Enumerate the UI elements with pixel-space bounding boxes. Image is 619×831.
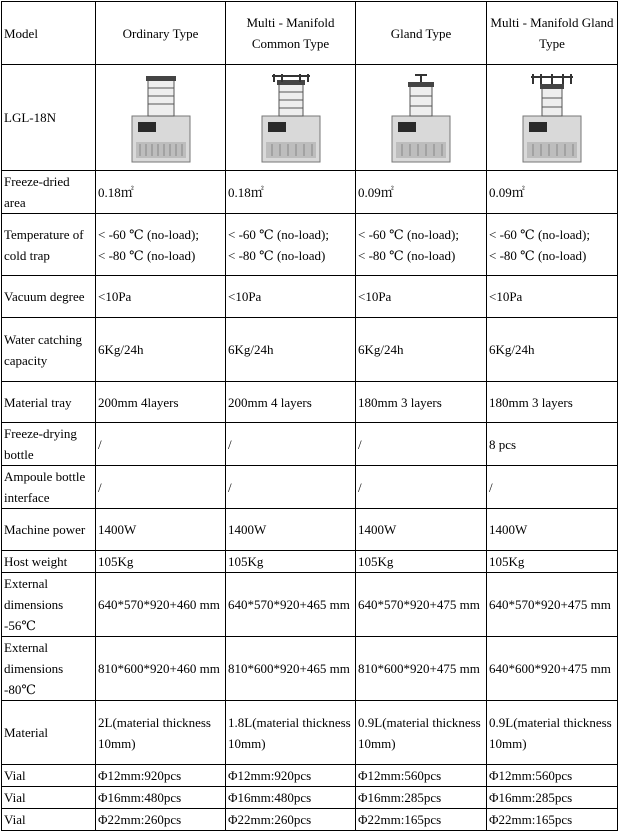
cell-multi-manifold-common: /: [226, 423, 356, 466]
type-header-multi-manifold-gland: Multi - Manifold Gland Type: [487, 2, 618, 65]
cell-gland: 0.09㎡: [356, 171, 487, 214]
cell-ordinary: 200mm 4layers: [96, 382, 226, 423]
cell-multi-manifold-common: 6Kg/24h: [226, 318, 356, 382]
cell-gland: <10Pa: [356, 276, 487, 318]
row-label: Vacuum degree: [2, 276, 96, 318]
row-vial-12mm: [2, 765, 618, 787]
row-vial-22mm: [2, 809, 618, 831]
cell-gland: /: [356, 423, 487, 466]
cell-ordinary: 810*600*920+460 mm: [96, 637, 226, 701]
freeze-dryer-gland-icon: [382, 72, 460, 164]
row-label: Freeze-drying bottle: [2, 423, 96, 466]
row-label: Vial: [2, 809, 96, 831]
freeze-dryer-ordinary-icon: [122, 72, 200, 164]
cell-gland: 105Kg: [356, 551, 487, 573]
cell-multi-manifold-common: 200mm 4 layers: [226, 382, 356, 423]
row-freeze-drying-bottle: [2, 423, 618, 466]
cell-ordinary: /: [96, 466, 226, 509]
row-external-dimensions-80: [2, 637, 618, 701]
product-image-gland: [356, 65, 487, 171]
cell-multi-manifold-gland: 640*600*920+475 mm: [487, 637, 618, 701]
cell-multi-manifold-common: /: [226, 466, 356, 509]
freeze-dryer-multi-manifold-gland-icon: [513, 72, 591, 164]
row-machine-power: [2, 509, 618, 551]
row-label: Host weight: [2, 551, 96, 573]
cell-multi-manifold-gland: 1400W: [487, 509, 618, 551]
row-material: [2, 701, 618, 765]
cell-multi-manifold-gland: 0.09㎡: [487, 171, 618, 214]
cell-multi-manifold-gland: 180mm 3 layers: [487, 382, 618, 423]
cell-ordinary: Φ22mm:260pcs: [96, 809, 226, 831]
row-external-dimensions-56: [2, 573, 618, 637]
product-image-multi-manifold-common: [226, 65, 356, 171]
row-label: Vial: [2, 765, 96, 787]
model-row: [2, 65, 618, 171]
cell-ordinary: Φ12mm:920pcs: [96, 765, 226, 787]
row-host-weight: [2, 551, 618, 573]
row-water-catching-capacity: [2, 318, 618, 382]
cell-multi-manifold-gland: 105Kg: [487, 551, 618, 573]
cell-multi-manifold-common: Φ22mm:260pcs: [226, 809, 356, 831]
cell-multi-manifold-gland: Φ22mm:165pcs: [487, 809, 618, 831]
cell-multi-manifold-gland: 0.9L(material thickness 10mm): [487, 701, 618, 765]
cell-multi-manifold-gland: Φ16mm:285pcs: [487, 787, 618, 809]
cell-multi-manifold-common: Φ12mm:920pcs: [226, 765, 356, 787]
type-header-gland: Gland Type: [356, 2, 487, 65]
row-label: Machine power: [2, 509, 96, 551]
cell-multi-manifold-common: <10Pa: [226, 276, 356, 318]
cell-ordinary: <10Pa: [96, 276, 226, 318]
row-label: Material: [2, 701, 96, 765]
spec-table: [1, 1, 618, 831]
cell-gland: /: [356, 466, 487, 509]
row-label: Water catching capacity: [2, 318, 96, 382]
row-freeze-dried-area: [2, 171, 618, 214]
cell-multi-manifold-common: 1.8L(material thickness 10mm): [226, 701, 356, 765]
row-label: Temperature of cold trap: [2, 214, 96, 276]
type-header-ordinary: Ordinary Type: [96, 2, 226, 65]
cell-multi-manifold-common: 640*570*920+465 mm: [226, 573, 356, 637]
row-temperature-of-cold-trap: [2, 214, 618, 276]
cell-gland: 1400W: [356, 509, 487, 551]
product-image-multi-manifold-gland: [487, 65, 618, 171]
cell-gland: 810*600*920+475 mm: [356, 637, 487, 701]
cell-ordinary: 640*570*920+460 mm: [96, 573, 226, 637]
cell-ordinary: 1400W: [96, 509, 226, 551]
row-material-tray: [2, 382, 618, 423]
cell-gland: Φ12mm:560pcs: [356, 765, 487, 787]
row-label: External dimensions -80℃: [2, 637, 96, 701]
row-ampoule-bottle-interface: [2, 466, 618, 509]
row-vacuum-degree: [2, 276, 618, 318]
cell-gland: 180mm 3 layers: [356, 382, 487, 423]
cell-gland: 6Kg/24h: [356, 318, 487, 382]
cell-ordinary: < -60 ℃ (no-load); < -80 ℃ (no-load): [96, 214, 226, 276]
cell-multi-manifold-gland: 8 pcs: [487, 423, 618, 466]
row-label: External dimensions -56℃: [2, 573, 96, 637]
cell-ordinary: /: [96, 423, 226, 466]
cell-ordinary: 0.18㎡: [96, 171, 226, 214]
cell-gland: < -60 ℃ (no-load); < -80 ℃ (no-load): [356, 214, 487, 276]
cell-ordinary: 105Kg: [96, 551, 226, 573]
row-label: Vial: [2, 787, 96, 809]
cell-multi-manifold-common: 810*600*920+465 mm: [226, 637, 356, 701]
row-vial-16mm: [2, 787, 618, 809]
cell-gland: Φ22mm:165pcs: [356, 809, 487, 831]
row-label: Freeze-dried area: [2, 171, 96, 214]
cell-multi-manifold-gland: 640*570*920+475 mm: [487, 573, 618, 637]
cell-multi-manifold-gland: < -60 ℃ (no-load); < -80 ℃ (no-load): [487, 214, 618, 276]
cell-multi-manifold-common: < -60 ℃ (no-load); < -80 ℃ (no-load): [226, 214, 356, 276]
cell-ordinary: 2L(material thickness 10mm): [96, 701, 226, 765]
type-header-multi-manifold-common: Multi - Manifold Common Type: [226, 2, 356, 65]
cell-multi-manifold-gland: Φ12mm:560pcs: [487, 765, 618, 787]
freeze-dryer-multi-manifold-common-icon: [252, 72, 330, 164]
cell-multi-manifold-gland: <10Pa: [487, 276, 618, 318]
cell-multi-manifold-common: Φ16mm:480pcs: [226, 787, 356, 809]
cell-ordinary: 6Kg/24h: [96, 318, 226, 382]
model-header: Model: [2, 2, 96, 65]
cell-multi-manifold-common: 0.18㎡: [226, 171, 356, 214]
cell-multi-manifold-common: 105Kg: [226, 551, 356, 573]
cell-gland: Φ16mm:285pcs: [356, 787, 487, 809]
row-label: Ampoule bottle interface: [2, 466, 96, 509]
product-image-ordinary: [96, 65, 226, 171]
model-name: LGL-18N: [2, 65, 96, 171]
cell-gland: 640*570*920+475 mm: [356, 573, 487, 637]
cell-multi-manifold-gland: 6Kg/24h: [487, 318, 618, 382]
cell-ordinary: Φ16mm:480pcs: [96, 787, 226, 809]
cell-multi-manifold-common: 1400W: [226, 509, 356, 551]
cell-multi-manifold-gland: /: [487, 466, 618, 509]
cell-gland: 0.9L(material thickness 10mm): [356, 701, 487, 765]
header-row: [2, 2, 618, 65]
row-label: Material tray: [2, 382, 96, 423]
